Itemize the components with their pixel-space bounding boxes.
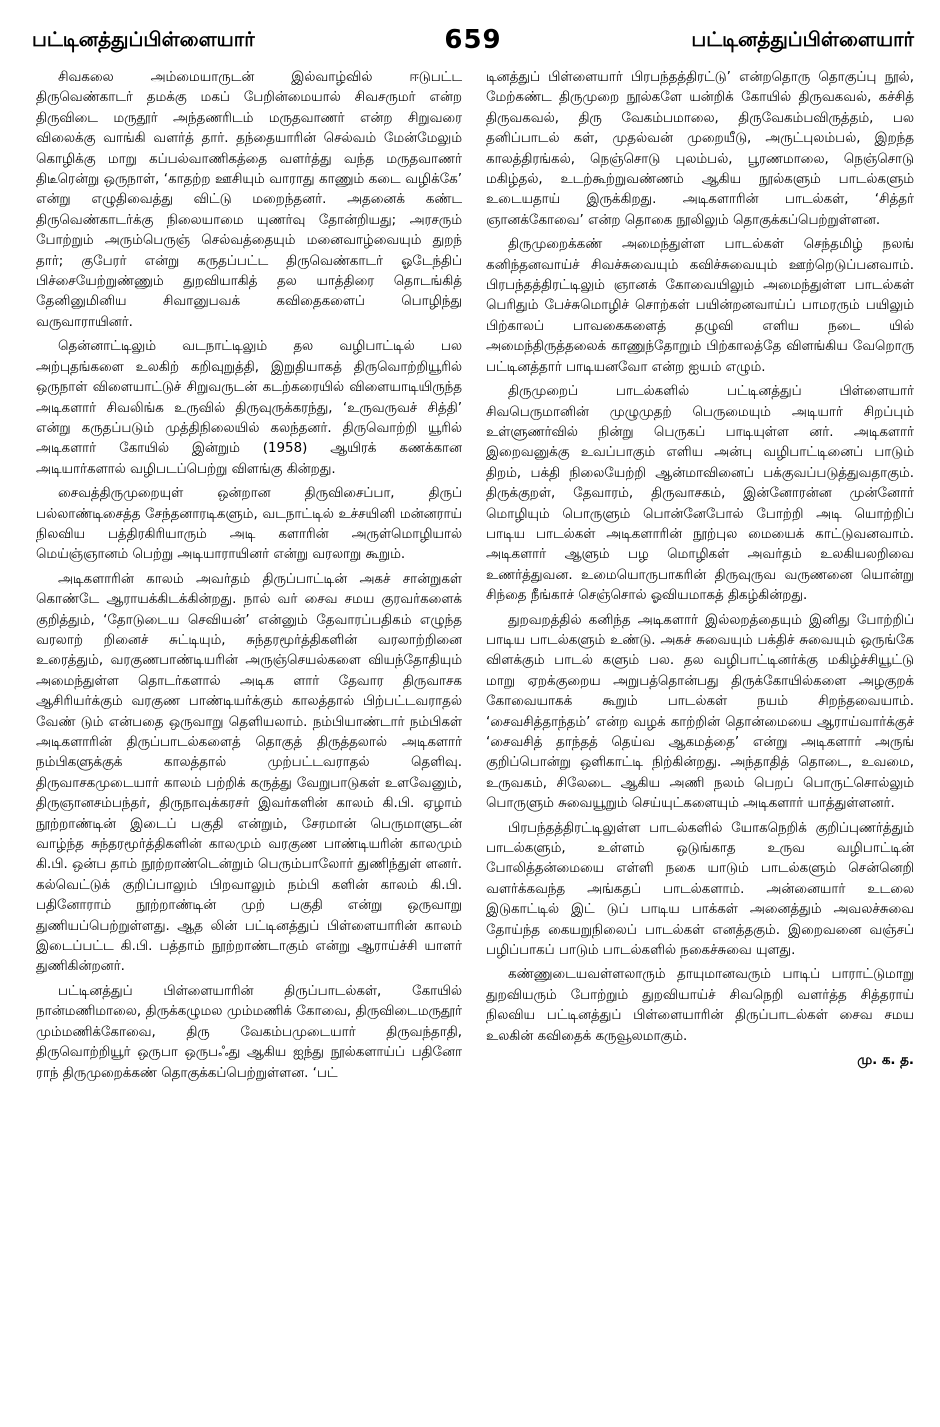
author-initials: மு. க. த. xyxy=(857,1053,914,1069)
running-title-right: பட்டினத்துப்பிள்ளையார் xyxy=(691,26,914,51)
page-header xyxy=(32,22,914,58)
running-title-left: பட்டினத்துப்பிள்ளையார் xyxy=(32,26,255,51)
paragraph: சைவத்திருமுறையுள் ஒன்றான திருவிசைப்பா, திருப் பல்லாண்டிசைத்த சேந்தனாரடிகளும், வடநாட்டில் உச்சயினி மன்னராய் நிலவிய பத்திரகிரியாரும் அடி களாரின் அருள்மொழியால் மெய்ஞ்ஞானம் பெற்று அடியாராயினர் என்று வரலாறு கூறும். xyxy=(36,486,462,563)
page-number: 659 xyxy=(444,25,502,55)
left-column xyxy=(36,68,462,1393)
paragraph: பட்டினத்துப் பிள்ளையாரின் திருப்பாடல்கள், கோயில் நான்மணிமாலை, திருக்கழுமல மும்மணிக் கோவை, திருவிடைமருதூர் மும்மணிக்கோவை, திரு வேகம்பமுடையார் திருவந்தாதி, திருவொற்றியூர் ஒருபா ஒருபஃது ஆகிய ஐந்து நூல்களாய்ப் பதினோ ராந் திருமுறைக்கண் தொகுக்கப்பெற்றுள்ளன. ‘பட் xyxy=(36,983,462,1081)
right-column xyxy=(486,68,914,1393)
paragraph: திருமுறைப் பாடல்களில் பட்டினத்துப் பிள்ளையார் சிவபெருமானின் முழுமுதற் பெருமையும் அடியார் சிறப்பும் உள்ளுணர்வில் நின்று பெருகப் பாடியுள்ள னர். அடிகளார் இறைவனுக்கு உவப்பாகும் எளிய அன்பு வழிபாட்டினைப் பாடும் திறம், பக்தி நிலையேற்றி ஆன்மாவினைப் பக்குவப்படுத்துவதாகும். திருக்குறள், தேவாரம், திருவாசகம், இன்னோரன்ன முன்னோர் மொழியும் பொருளும் பொன்னேபோல் போற்றி அடி யொற்றிப் பாடிய பாடல்கள் அடிகளாரின் நூற்புல மையைக் காட்டுவனவாம். அடிகளார் ஆளும் பழ மொழிகள் அவர்தம் உலகியலறிவை உணர்த்துவன. உமையொருபாகரின் திருவுருவ வருணனை யொன்று சிந்தை நீங்காச் செஞ்சொல் ஓவியமாகத் திகழ்கின்றது. xyxy=(486,384,914,604)
paragraph: திருமுறைக்கண் அமைந்துள்ள பாடல்கள் செந்தமிழ் நலங் கனிந்தனவாய்ச் சிவச்சுவையும் கவிச்சுவையும் ஊற்றெடுப்பனவாம். பிரபந்தத்திரட்டிலும் ஞானக் கோவையிலும் அமைந்துள்ள பாடல்கள் பெரிதும் பேச்சுமொழிச் சொற்கள் பயின்றனவாய்ப் பாமரரும் பயிலும் பிற்காலப் பாவகைகளைத் தழுவி எளிய நடை யில் அமைந்திருத்தலைக் காணுந்தோறும் பிற்காலத்தே விளங்கிய வேறொரு பட்டினத்தார் பாடியனவோ என்ற ஐயம் எழும். xyxy=(486,237,914,375)
signature-row xyxy=(486,1051,914,1071)
paragraph: டினத்துப் பிள்ளையார் பிரபந்தத்திரட்டு’ என்றதொரு தொகுப்பு நூல், மேற்கண்ட திருமுறை நூல்களே யன்றிக் கோயில் திருவகவல், கச்சித் திருவகவல், திரு வேகம்பமாலை, திருவேகம்பவிருத்தம், பல தனிப்பாடல் கள், முதல்வன் முறையீடு, அருட்புலம்பல், இறந்த காலத்திரங்கல், நெஞ்சொடு புலம்பல், பூரணமாலை, நெஞ்சொடு மகிழ்தல், உடற்கூற்றுவண்ணம் ஆகிய நூல்களும் பாடல்களும் உடையதாய் இருக்கிறது. அடிகளாரின் பாடல்கள், ‘சித்தர் ஞானக்கோவை’ என்ற தொகை நூலிலும் தொகுக்கப்பெற்றுள்ளன. xyxy=(486,70,914,228)
paragraph: துறவறத்தில் கனிந்த அடிகளார் இல்லறத்தையும் இனிது போற்றிப் பாடிய பாடல்களும் உண்டு. அகச் சுவையும் பக்திச் சுவையும் ஒருங்கே விளக்கும் பாடல் களும் பல. தல வழிபாட்டினர்க்கு மகிழ்ச்சியூட்டு மாறு ஏறக்குறைய அறுபத்தொன்பது திருக்கோயில்களை அழகுறக் கோவையாகக் கூறும் பாடல்கள் நயம் சிறந்தவையாம். ‘சைவசித்தாந்தம்’ என்ற வழக் காற்றின் தொன்மையை ஆராய்வார்க்குச் ‘சைவசித் தாந்தத் தெய்வ ஆகமத்தை’ என்று அடிகளார் அருங் குறிப்பொன்று ஒளிகாட்டி நிற்கின்றது. அந்தாதித் தொடை, உவமை, உருவகம், சிலேடை ஆகிய அணி நலம் பெறப் பொருட்சொல்லும் பொருளும் சுவையூறும் செய்யுட்களையும் அடிகளார் யாத்துள்ளனர். xyxy=(486,612,914,812)
paragraph: சிவகலை அம்மையாருடன் இல்வாழ்வில் ஈடுபட்ட திருவெண்காடர் தமக்கு மகப் பேறின்மையால் சிவசருமர் என்ற திருவிடை மருதூர் அந்தணரிடம் மருதவாணர் என்ற சிறுவரை விலைக்கு வாங்கி வளர்த் தார். தந்தையாரின் செல்வம் மேன்மேலும் கொழிக்கு மாறு கப்பல்வாணிகத்தை வளர்த்து வந்த மருதவாணர் திடீரென்று ஒருநாள், ‘காதற்ற ஊசியும் வாராது காணும் கடை வழிக்கே’ என்று எழுதிவைத்து விட்டு மறைந்தனர். அதனைக் கண்ட திருவெண்காடர்க்கு நிலையாமை யுணர்வு தோன்றியது; அரசரும் போற்றும் அரும்பெருஞ் செல்வத்தையும் மனைவாழ்வையும் துறந் தார்; குபேரர் என்று கருதப்பட்ட திருவெண்காடர் ஓடேந்திப் பிச்சையேற்றுண்ணும் துறவியாகித் தல யாத்திரை தொடங்கித் தேனினுமினிய சிவானுபவக் கவிதைகளைப் பொழிந்து வருவாராயினர். xyxy=(36,70,462,330)
paragraph: கண்ணுடையவள்ளலாரும் தாயுமானவரும் பாடிப் பாராட்டுமாறு துறவியரும் போற்றும் துறவியாய்ச் சிவநெறி வளர்த்த சித்தராய் நிலவிய பட்டினத்துப் பிள்ளையாரின் திருப்பாடல்கள் சைவ சமய உலகின் கவிதைக் கருவூலமாகும். xyxy=(486,967,914,1044)
paragraph: தென்னாட்டிலும் வடநாட்டிலும் தல வழிபாட்டில் பல அற்புதங்களை உலகிற் கறிவுறுத்தி, இறுதியாகத் திருவொற்றியூரில் ஒருநாள் விளையாட்டுச் சிறுவருடன் கடற்கரையில் விளையாடியிருந்த அடிகளார் சிவலிங்க உருவில் திருவுருக்கரந்து, ‘உருவருவச் சித்தி’ என்று கருதப்படும் முத்திநிலையில் கலந்தனர். திருவொற்றி யூரில் அடிகளார் கோயில் இன்றும் (1958) ஆயிரக் கணக்கான அடியார்களால் வழிபடப்பெற்று விளங்கு கின்றது. xyxy=(36,339,462,477)
paragraph: அடிகளாரின் காலம் அவர்தம் திருப்பாட்டின் அகச் சான்றுகள் கொண்டே ஆராயக்கிடக்கின்றது. நால் வர் சைவ சமய குரவர்களைக் குறித்தும், ‘தோடுடைய செவியன்’ என்னும் தேவாரப்பதிகம் எழுந்த வரலாற் றினைச் சுட்டியும், சுந்தரமூர்த்திகளின் வரலாற்றினை உரைத்தும், வரகுணபாண்டியரின் அருஞ்செயல்களை வியந்தோதியும் அமைந்துள்ள தொடர்களால் அடிக ளார் தேவார திருவாசக ஆசிரியர்க்கும் வரகுண பாண்டியர்க்கும் காலத்தால் பிற்பட்டவராதல் வேண் டும் என்பதை ஒருவாறு தெளியலாம். நம்பியாண்டார் நம்பிகள் அடிகளாரின் திருப்பாடல்களைத் தொகுத் திருத்தலால் அடிகளார் நம்பிகளுக்குக் காலத்தால் முற்பட்டவராதல் தெளிவு. திருவாசகமுடையார் காலம் பற்றிக் கருத்து வேறுபாடுகள் உளவேனும், திருஞானசம்பந்தர், திருநாவுக்கரசர் இவர்களின் காலம் கி.பி. ஏழாம் நூற்றாண்டின் இடைப் பகுதி என்றும், சேரமான் பெருமாளுடன் வாழ்ந்த சுந்தரமூர்த்திகளின் காலமும் வரகுண பாண்டியரின் காலமும் கி.பி. ஒன்ப தாம் நூற்றாண்டென்றும் பெரும்பாலோர் துணிந்துள் ளனர். கல்வெட்டுக் குறிப்பாலும் பிறவாலும் நம்பி களின் காலம் கி.பி. பதினோராம் நூற்றாண்டின் முற் பகுதி என்று ஒருவாறு துணியப்பெற்றுள்ளது. ஆத லின் பட்டினத்துப் பிள்ளையாரின் காலம் இடைப்பட்ட கி.பி. பத்தாம் நூற்றாண்டாகும் என்று ஆராய்ச்சி யாளர் துணிகின்றனர். xyxy=(36,571,462,975)
paragraph: பிரபந்தத்திரட்டிலுள்ள பாடல்களில் யோகநெறிக் குறிப்புணர்த்தும் பாடல்களும், உள்ளம் ஒடுங்காத உருவ வழிபாட்டின் போலித்தன்மையை எள்ளி நகை யாடும் பாடல்களும் சென்னெறி வளர்க்கவந்த அங்கதப் பாடல்களாம். அன்னையார் உடலை இடுகாட்டில் இட் டுப் பாடிய பாக்கள் அனைத்தும் அவலச்சுவை தோய்ந்த கையறுநிலைப் பாடல்கள் எனத்தகும். இறைவனை வஞ்சப் பழிப்பாகப் பாடும் பாடல்களில் நகைச்சுவை யுளது. xyxy=(486,820,914,959)
